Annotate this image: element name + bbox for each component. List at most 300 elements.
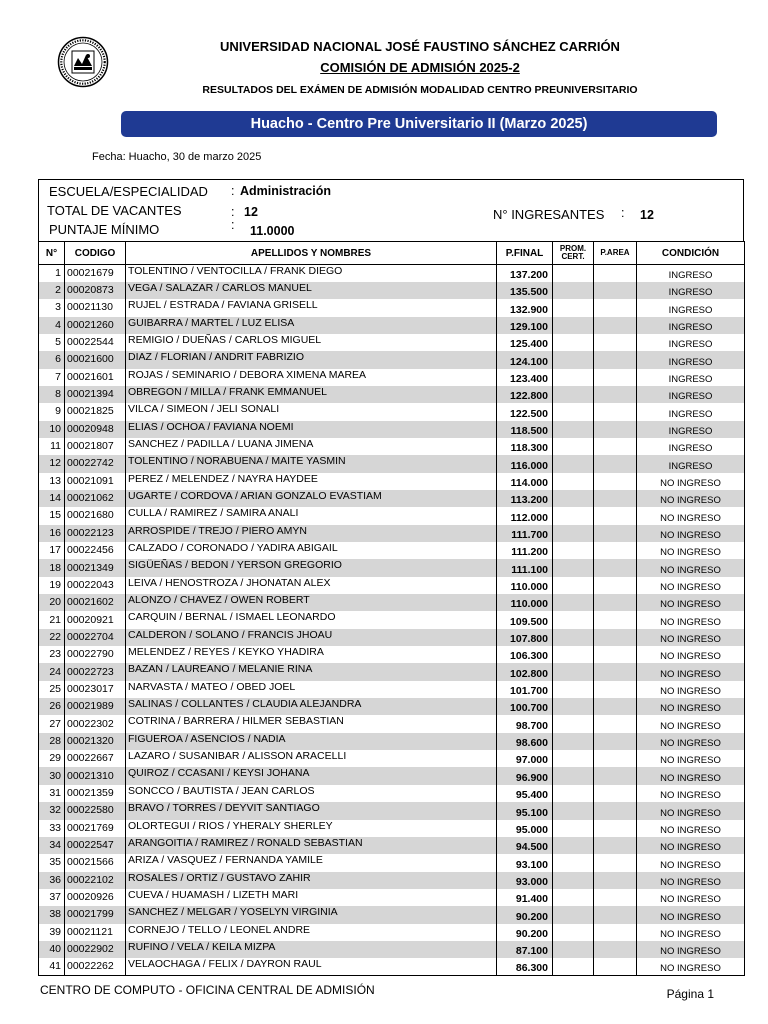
row-area-score <box>594 941 637 958</box>
row-prom-cert <box>553 386 594 403</box>
row-prom-cert <box>553 872 594 889</box>
row-name: SONCCO / BAUTISTA / JEAN CARLOS <box>126 785 497 802</box>
table-row <box>39 715 745 732</box>
row-code: 00021680 <box>65 507 126 524</box>
row-name: CULLA / RAMIREZ / SAMIRA ANALI <box>126 507 497 524</box>
row-code: 00022547 <box>65 837 126 854</box>
university-seal-icon <box>57 36 109 88</box>
row-final-score: 109.500 <box>497 611 553 628</box>
row-code: 00021825 <box>65 403 126 420</box>
row-area-score <box>594 369 637 386</box>
row-prom-cert <box>553 958 594 975</box>
row-code: 00021062 <box>65 490 126 507</box>
row-final-score: 135.500 <box>497 282 553 299</box>
row-name: CORNEJO / TELLO / LEONEL ANDRE <box>126 924 497 941</box>
row-final-score: 98.700 <box>497 715 553 732</box>
row-code: 00021394 <box>65 386 126 403</box>
table-row <box>39 646 745 663</box>
min-score-label: PUNTAJE MÍNIMO <box>49 222 160 237</box>
table-row <box>39 299 745 316</box>
row-code: 00020926 <box>65 889 126 906</box>
row-final-score: 111.100 <box>497 559 553 576</box>
row-name: RUJEL / ESTRADA / FAVIANA GRISELL <box>126 299 497 316</box>
row-area-score <box>594 386 637 403</box>
row-name: SANCHEZ / PADILLA / LUANA JIMENA <box>126 438 497 455</box>
row-number: 21 <box>39 611 65 628</box>
row-code: 00021807 <box>65 438 126 455</box>
row-area-score <box>594 750 637 767</box>
min-score-colon: : <box>231 218 235 232</box>
col-header-prom-line1: PROM. <box>559 243 587 253</box>
row-code: 00021091 <box>65 473 126 490</box>
col-header-name: APELLIDOS Y NOMBRES <box>126 242 497 265</box>
row-code: 00021566 <box>65 854 126 871</box>
row-final-score: 91.400 <box>497 889 553 906</box>
table-row <box>39 594 745 611</box>
row-condition: NO INGRESO <box>637 785 745 802</box>
row-code: 00022580 <box>65 802 126 819</box>
row-prom-cert <box>553 507 594 524</box>
table-row <box>39 663 745 680</box>
row-number: 17 <box>39 542 65 559</box>
table-row <box>39 785 745 802</box>
page-number: Página 1 <box>666 987 714 1001</box>
row-area-score <box>594 681 637 698</box>
row-code: 00022667 <box>65 750 126 767</box>
row-code: 00021600 <box>65 351 126 368</box>
row-final-score: 122.500 <box>497 403 553 420</box>
row-prom-cert <box>553 403 594 420</box>
table-row <box>39 733 745 750</box>
row-number: 5 <box>39 334 65 351</box>
row-area-score <box>594 646 637 663</box>
table-row <box>39 559 745 576</box>
row-name: LAZARO / SUSANIBAR / ALISSON ARACELLI <box>126 750 497 767</box>
row-final-score: 95.400 <box>497 785 553 802</box>
row-number: 22 <box>39 629 65 646</box>
row-condition: NO INGRESO <box>637 715 745 732</box>
row-prom-cert <box>553 265 594 282</box>
table-row <box>39 351 745 368</box>
row-number: 10 <box>39 421 65 438</box>
row-code: 00021130 <box>65 299 126 316</box>
table-row <box>39 507 745 524</box>
row-prom-cert <box>553 906 594 923</box>
row-final-score: 100.700 <box>497 698 553 715</box>
row-prom-cert <box>553 611 594 628</box>
table-row <box>39 629 745 646</box>
row-name: BAZAN / LAUREANO / MELANIE RINA <box>126 663 497 680</box>
row-prom-cert <box>553 317 594 334</box>
row-area-score <box>594 767 637 784</box>
col-header-area: P.AREA <box>594 242 637 265</box>
row-number: 24 <box>39 663 65 680</box>
row-condition: NO INGRESO <box>637 559 745 576</box>
row-code: 00021989 <box>65 698 126 715</box>
row-name: ROSALES / ORTIZ / GUSTAVO ZAHIR <box>126 872 497 889</box>
vacancies-value: 12 <box>244 205 258 219</box>
row-prom-cert <box>553 941 594 958</box>
row-name: BRAVO / TORRES / DEYVIT SANTIAGO <box>126 802 497 819</box>
row-number: 39 <box>39 924 65 941</box>
row-name: DIAZ / FLORIAN / ANDRIT FABRIZIO <box>126 351 497 368</box>
row-code: 00022902 <box>65 941 126 958</box>
row-name: QUIROZ / CCASANI / KEYSI JOHANA <box>126 767 497 784</box>
row-final-score: 95.000 <box>497 820 553 837</box>
vacancies-colon: : <box>231 205 235 219</box>
row-number: 2 <box>39 282 65 299</box>
row-area-score <box>594 542 637 559</box>
row-area-score <box>594 421 637 438</box>
row-condition: NO INGRESO <box>637 611 745 628</box>
table-row <box>39 802 745 819</box>
row-final-score: 129.100 <box>497 317 553 334</box>
table-row <box>39 455 745 472</box>
row-area-score <box>594 317 637 334</box>
table-row <box>39 317 745 334</box>
row-code: 00021769 <box>65 820 126 837</box>
row-name: PEREZ / MELENDEZ / NAYRA HAYDEE <box>126 473 497 490</box>
row-number: 35 <box>39 854 65 871</box>
row-prom-cert <box>553 924 594 941</box>
row-prom-cert <box>553 715 594 732</box>
row-final-score: 111.700 <box>497 525 553 542</box>
row-condition: INGRESO <box>637 438 745 455</box>
row-number: 41 <box>39 958 65 975</box>
row-name: MELENDEZ / REYES / KEYKO YHADIRA <box>126 646 497 663</box>
table-row <box>39 490 745 507</box>
row-condition: INGRESO <box>637 317 745 334</box>
table-row <box>39 924 745 941</box>
row-number: 13 <box>39 473 65 490</box>
row-prom-cert <box>553 681 594 698</box>
row-name: ELIAS / OCHOA / FAVIANA NOEMI <box>126 421 497 438</box>
row-code: 00022723 <box>65 663 126 680</box>
row-final-score: 114.000 <box>497 473 553 490</box>
row-code: 00022544 <box>65 334 126 351</box>
row-name: CALZADO / CORONADO / YADIRA ABIGAIL <box>126 542 497 559</box>
row-number: 40 <box>39 941 65 958</box>
row-final-score: 113.200 <box>497 490 553 507</box>
row-code: 00021601 <box>65 369 126 386</box>
table-row <box>39 906 745 923</box>
row-condition: NO INGRESO <box>637 507 745 524</box>
row-final-score: 116.000 <box>497 455 553 472</box>
table-row <box>39 577 745 594</box>
row-name: OBREGON / MILLA / FRANK EMMANUEL <box>126 386 497 403</box>
row-condition: NO INGRESO <box>637 854 745 871</box>
table-row <box>39 941 745 958</box>
row-name: UGARTE / CORDOVA / ARIAN GONZALO EVASTIAM <box>126 490 497 507</box>
row-prom-cert <box>553 490 594 507</box>
row-area-score <box>594 906 637 923</box>
row-area-score <box>594 663 637 680</box>
row-final-score: 125.400 <box>497 334 553 351</box>
row-condition: NO INGRESO <box>637 473 745 490</box>
row-area-score <box>594 924 637 941</box>
row-code: 00022262 <box>65 958 126 975</box>
row-code: 00022456 <box>65 542 126 559</box>
row-prom-cert <box>553 767 594 784</box>
row-code: 00021310 <box>65 767 126 784</box>
row-prom-cert <box>553 646 594 663</box>
row-code: 00022790 <box>65 646 126 663</box>
row-final-score: 90.200 <box>497 906 553 923</box>
row-number: 36 <box>39 872 65 889</box>
row-name: NARVASTA / MATEO / OBED JOEL <box>126 681 497 698</box>
row-final-score: 122.800 <box>497 386 553 403</box>
row-condition: NO INGRESO <box>637 872 745 889</box>
row-number: 7 <box>39 369 65 386</box>
row-number: 32 <box>39 802 65 819</box>
table-row <box>39 473 745 490</box>
commission-title: COMISIÓN DE ADMISIÓN 2025-2 <box>320 60 520 75</box>
row-area-score <box>594 802 637 819</box>
row-code: 00021320 <box>65 733 126 750</box>
admitted-colon: : <box>621 206 625 220</box>
row-code: 00020948 <box>65 421 126 438</box>
row-name: VELAOCHAGA / FELIX / DAYRON RAUL <box>126 958 497 975</box>
school-label: ESCUELA/ESPECIALIDAD <box>49 184 208 199</box>
row-condition: NO INGRESO <box>637 698 745 715</box>
row-area-score <box>594 438 637 455</box>
row-prom-cert <box>553 351 594 368</box>
row-number: 38 <box>39 906 65 923</box>
row-final-score: 132.900 <box>497 299 553 316</box>
row-area-score <box>594 490 637 507</box>
info-box <box>38 179 744 241</box>
row-prom-cert <box>553 473 594 490</box>
row-number: 27 <box>39 715 65 732</box>
row-area-score <box>594 958 637 975</box>
row-name: ARROSPIDE / TREJO / PIERO AMYN <box>126 525 497 542</box>
row-name: OLORTEGUI / RIOS / YHERALY SHERLEY <box>126 820 497 837</box>
row-number: 1 <box>39 265 65 282</box>
row-code: 00021602 <box>65 594 126 611</box>
row-name: VEGA / SALAZAR / CARLOS MANUEL <box>126 282 497 299</box>
row-code: 00021799 <box>65 906 126 923</box>
row-name: SALINAS / COLLANTES / CLAUDIA ALEJANDRA <box>126 698 497 715</box>
row-final-score: 123.400 <box>497 369 553 386</box>
row-condition: NO INGRESO <box>637 820 745 837</box>
row-area-score <box>594 629 637 646</box>
row-name: REMIGIO / DUEÑAS / CARLOS MIGUEL <box>126 334 497 351</box>
row-code: 00022102 <box>65 872 126 889</box>
row-code: 00022123 <box>65 525 126 542</box>
row-name: SANCHEZ / MELGAR / YOSELYN VIRGINIA <box>126 906 497 923</box>
row-condition: INGRESO <box>637 403 745 420</box>
table-row <box>39 611 745 628</box>
row-number: 11 <box>39 438 65 455</box>
table-row <box>39 820 745 837</box>
table-row <box>39 958 745 975</box>
row-name: ALONZO / CHAVEZ / OWEN ROBERT <box>126 594 497 611</box>
row-prom-cert <box>553 698 594 715</box>
row-number: 29 <box>39 750 65 767</box>
row-code: 00021679 <box>65 265 126 282</box>
row-name: CUEVA / HUAMASH / LIZETH MARI <box>126 889 497 906</box>
row-prom-cert <box>553 854 594 871</box>
row-name: VILCA / SIMEON / JELI SONALI <box>126 403 497 420</box>
row-prom-cert <box>553 559 594 576</box>
table-row <box>39 767 745 784</box>
row-number: 6 <box>39 351 65 368</box>
row-prom-cert <box>553 837 594 854</box>
row-code: 00020921 <box>65 611 126 628</box>
row-area-score <box>594 473 637 490</box>
row-condition: NO INGRESO <box>637 594 745 611</box>
col-header-prom-line2: CERT. <box>561 252 585 261</box>
row-prom-cert <box>553 334 594 351</box>
table-row <box>39 889 745 906</box>
row-prom-cert <box>553 802 594 819</box>
row-area-score <box>594 594 637 611</box>
row-area-score <box>594 525 637 542</box>
row-number: 20 <box>39 594 65 611</box>
row-number: 12 <box>39 455 65 472</box>
row-prom-cert <box>553 733 594 750</box>
table-row <box>39 872 745 889</box>
row-condition: INGRESO <box>637 299 745 316</box>
row-number: 4 <box>39 317 65 334</box>
row-area-score <box>594 507 637 524</box>
row-final-score: 106.300 <box>497 646 553 663</box>
row-final-score: 97.000 <box>497 750 553 767</box>
row-name: FIGUEROA / ASENCIOS / NADIA <box>126 733 497 750</box>
row-final-score: 110.000 <box>497 594 553 611</box>
row-final-score: 98.600 <box>497 733 553 750</box>
school-value: Administración <box>240 184 331 198</box>
row-final-score: 118.500 <box>497 421 553 438</box>
row-area-score <box>594 351 637 368</box>
row-final-score: 93.000 <box>497 872 553 889</box>
row-prom-cert <box>553 889 594 906</box>
results-table <box>38 241 745 976</box>
row-condition: NO INGRESO <box>637 577 745 594</box>
row-code: 00022302 <box>65 715 126 732</box>
row-final-score: 86.300 <box>497 958 553 975</box>
col-header-code: CODIGO <box>65 242 126 265</box>
table-header-row <box>39 242 745 265</box>
row-condition: INGRESO <box>637 421 745 438</box>
row-final-score: 124.100 <box>497 351 553 368</box>
row-condition: INGRESO <box>637 455 745 472</box>
row-number: 18 <box>39 559 65 576</box>
exam-banner: Huacho - Centro Pre Universitario II (Marzo 2025) <box>121 111 717 137</box>
row-condition: NO INGRESO <box>637 924 745 941</box>
row-area-score <box>594 559 637 576</box>
row-code: 00021359 <box>65 785 126 802</box>
row-number: 28 <box>39 733 65 750</box>
table-row <box>39 386 745 403</box>
table-row <box>39 282 745 299</box>
results-title: RESULTADOS DEL EXÁMEN DE ADMISIÓN MODALIDAD CENTRO PREUNIVERSITARIO <box>202 84 638 96</box>
col-header-final: P.FINAL <box>497 242 553 265</box>
row-final-score: 93.100 <box>497 854 553 871</box>
row-area-score <box>594 889 637 906</box>
row-area-score <box>594 455 637 472</box>
row-area-score <box>594 334 637 351</box>
row-prom-cert <box>553 369 594 386</box>
row-final-score: 90.200 <box>497 924 553 941</box>
row-condition: NO INGRESO <box>637 681 745 698</box>
row-prom-cert <box>553 785 594 802</box>
row-condition: INGRESO <box>637 282 745 299</box>
vacancies-label: TOTAL DE VACANTES <box>47 203 182 218</box>
row-condition: NO INGRESO <box>637 958 745 975</box>
table-row <box>39 265 745 282</box>
table-row <box>39 438 745 455</box>
row-condition: INGRESO <box>637 265 745 282</box>
row-name: SIGÜEÑAS / BEDON / YERSON GREGORIO <box>126 559 497 576</box>
row-name: COTRINA / BARRERA / HILMER SEBASTIAN <box>126 715 497 732</box>
row-number: 9 <box>39 403 65 420</box>
row-condition: NO INGRESO <box>637 889 745 906</box>
table-row <box>39 681 745 698</box>
row-name: TOLENTINO / VENTOCILLA / FRANK DIEGO <box>126 265 497 282</box>
row-area-score <box>594 611 637 628</box>
row-condition: INGRESO <box>637 351 745 368</box>
row-code: 00022742 <box>65 455 126 472</box>
row-area-score <box>594 820 637 837</box>
row-prom-cert <box>553 820 594 837</box>
row-area-score <box>594 282 637 299</box>
row-code: 00021121 <box>65 924 126 941</box>
row-name: GUIBARRA / MARTEL / LUZ ELISA <box>126 317 497 334</box>
table-row <box>39 698 745 715</box>
row-code: 00022704 <box>65 629 126 646</box>
row-number: 30 <box>39 767 65 784</box>
row-condition: NO INGRESO <box>637 733 745 750</box>
table-row <box>39 542 745 559</box>
row-final-score: 118.300 <box>497 438 553 455</box>
row-area-score <box>594 733 637 750</box>
row-prom-cert <box>553 629 594 646</box>
school-colon: : <box>231 184 235 198</box>
row-code: 00022043 <box>65 577 126 594</box>
row-prom-cert <box>553 663 594 680</box>
row-number: 15 <box>39 507 65 524</box>
row-condition: NO INGRESO <box>637 767 745 784</box>
row-condition: NO INGRESO <box>637 802 745 819</box>
table-row <box>39 854 745 871</box>
row-condition: NO INGRESO <box>637 629 745 646</box>
row-name: ROJAS / SEMINARIO / DEBORA XIMENA MAREA <box>126 369 497 386</box>
row-number: 3 <box>39 299 65 316</box>
min-score-value: 11.0000 <box>250 224 295 238</box>
row-number: 37 <box>39 889 65 906</box>
admitted-label: N° INGRESANTES <box>493 207 605 222</box>
row-code: 00021349 <box>65 559 126 576</box>
row-condition: INGRESO <box>637 386 745 403</box>
row-final-score: 94.500 <box>497 837 553 854</box>
row-name: RUFINO / VELA / KEILA MIZPA <box>126 941 497 958</box>
row-condition: NO INGRESO <box>637 542 745 559</box>
row-condition: NO INGRESO <box>637 525 745 542</box>
row-condition: NO INGRESO <box>637 750 745 767</box>
row-name: ARANGOITIA / RAMIREZ / RONALD SEBASTIAN <box>126 837 497 854</box>
footer-office: CENTRO DE COMPUTO - OFICINA CENTRAL DE ADMISIÓN <box>40 983 375 997</box>
row-area-score <box>594 577 637 594</box>
row-number: 33 <box>39 820 65 837</box>
row-condition: NO INGRESO <box>637 663 745 680</box>
row-condition: NO INGRESO <box>637 837 745 854</box>
row-prom-cert <box>553 455 594 472</box>
row-area-score <box>594 299 637 316</box>
report-date: Fecha: Huacho, 30 de marzo 2025 <box>92 151 262 163</box>
row-area-score <box>594 403 637 420</box>
row-name: CARQUIN / BERNAL / ISMAEL LEONARDO <box>126 611 497 628</box>
